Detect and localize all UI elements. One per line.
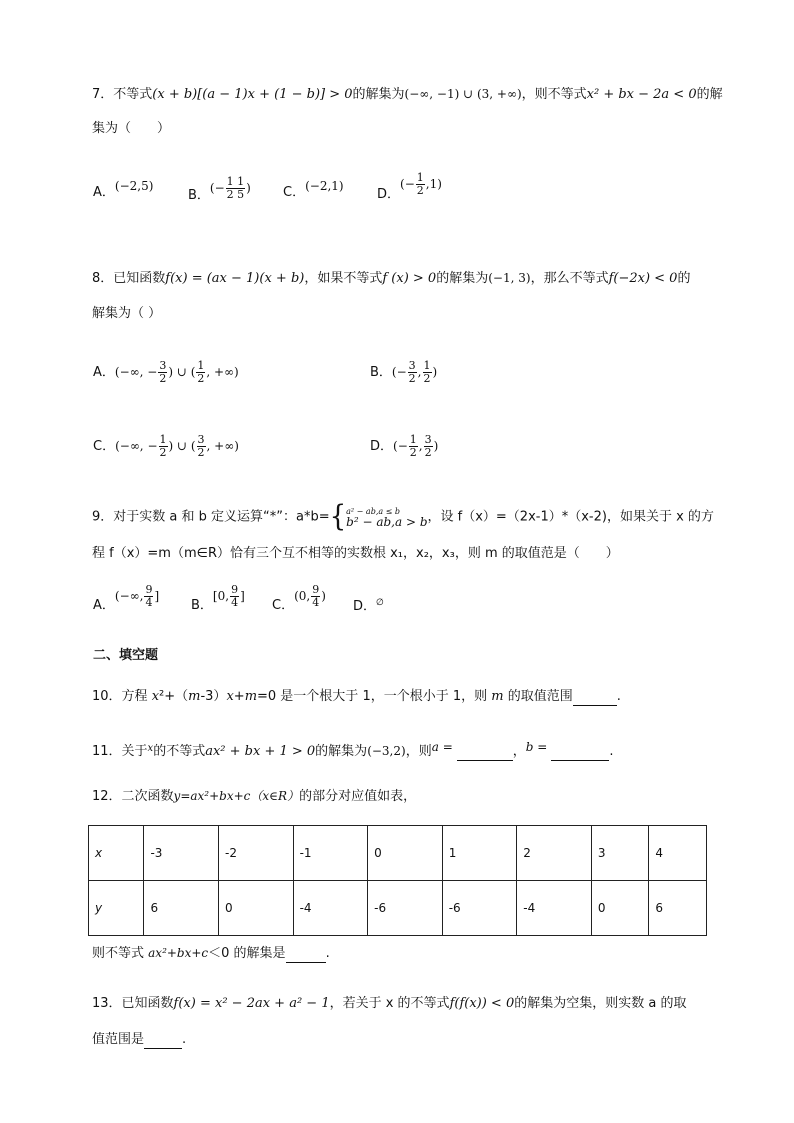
option-label: C． — [283, 185, 306, 200]
table-cell: 6 — [144, 881, 219, 936]
option-label: A． — [93, 598, 115, 613]
answer-blank-b[interactable] — [551, 746, 609, 761]
q8-text: ，那么不等式 — [530, 271, 609, 286]
option-value: (0, — [294, 589, 311, 603]
q9-option-a[interactable] — [93, 583, 160, 613]
table-cell: -4 — [293, 881, 368, 936]
q7-text: 的解 — [696, 87, 723, 102]
section-title: 二、填空题 — [93, 648, 159, 663]
option-value: (−∞, − — [115, 439, 158, 453]
fraction: $\frac{1 1}{2 5}$ — [226, 175, 245, 201]
table-cell: -4 — [517, 881, 592, 936]
q9-text: 9．对于实数 a 和 b 定义运算“*”：a*b= — [92, 509, 330, 525]
option-value: (− — [393, 439, 408, 453]
option-value: ,1) — [425, 177, 442, 191]
fraction: $\frac{3}{2}$ — [424, 433, 432, 459]
q9-option-b[interactable] — [191, 583, 245, 613]
empty-set-symbol: ∅ — [376, 598, 384, 608]
option-value: ) — [321, 589, 326, 603]
q8-text: 8．已知函数 — [92, 271, 166, 286]
option-value: ) ∪ ( — [168, 439, 196, 453]
q8-text: 的解集为 — [436, 271, 489, 286]
option-value: ] — [154, 589, 160, 603]
table-cell: -6 — [442, 881, 517, 936]
q7-math-3: x² + bx − 2a < 0 — [586, 87, 697, 102]
option-label: A． — [93, 185, 115, 200]
answer-blank[interactable] — [573, 691, 617, 706]
table-cell: 3 — [591, 826, 649, 881]
q9-option-c[interactable] — [272, 583, 326, 613]
fraction: $\frac{1}{2}$ — [197, 359, 205, 385]
fraction: $\frac{3}{2}$ — [159, 359, 167, 385]
option-value: (−2,5) — [114, 179, 154, 193]
fraction: $\frac{1}{2}$ — [423, 359, 431, 385]
fraction: $\frac{3}{2}$ — [197, 433, 205, 459]
option-value: ) — [246, 181, 251, 195]
option-label: C． — [272, 598, 295, 613]
table-cell: 6 — [649, 881, 707, 936]
option-value: , — [418, 439, 423, 453]
option-value: , — [417, 365, 422, 379]
fraction: $\frac{9}{4}$ — [312, 583, 320, 609]
q9-option-d[interactable] — [353, 598, 384, 617]
fraction: $\frac{9}{4}$ — [145, 583, 153, 609]
case-1: a² − ab,a ≤ b — [346, 507, 401, 516]
table-cell: y — [89, 881, 144, 936]
option-label: D． — [377, 187, 401, 202]
option-value: (− — [209, 181, 225, 195]
fraction: $\frac{9}{4}$ — [231, 583, 239, 609]
table-cell: -1 — [293, 826, 368, 881]
table-cell: 1 — [442, 826, 517, 881]
table-cell: 0 — [219, 881, 294, 936]
q8-math-1: f(x) = (ax − 1)(x + b) — [165, 271, 305, 286]
fraction: $\frac{1}{2}$ — [416, 171, 424, 197]
option-label: D． — [370, 439, 394, 454]
option-value: (− — [391, 365, 407, 379]
option-value: (− — [400, 177, 415, 191]
fraction: $\frac{3}{2}$ — [408, 359, 416, 385]
q8-text: ，如果不等式 — [304, 271, 383, 286]
answer-blank[interactable] — [144, 1034, 182, 1049]
option-label: B． — [370, 365, 392, 380]
q8-text: 的 — [677, 271, 691, 286]
option-value: (−∞, − — [114, 365, 158, 379]
option-value: (−∞, — [114, 589, 144, 603]
option-value: ) — [432, 365, 438, 379]
answer-blank[interactable] — [286, 948, 326, 963]
table-cell: x — [89, 826, 144, 881]
q7-option-a[interactable] — [93, 179, 154, 202]
q8-option-a[interactable] — [93, 360, 239, 385]
q11-line: 11．关于$^x$的不等式ax² + bx + 1 > 0的解集为(−3,2)，则$^{a =}$ ，$^{b =}$ . — [92, 740, 614, 759]
q10-line: 10．方程 x²+（m-3）x+m=0 是一个根大于 1，一个根小于 1，则 m 的取值范围 . — [92, 689, 621, 704]
table-row-x — [89, 826, 707, 881]
option-label: D． — [353, 599, 377, 614]
option-value: , +∞) — [206, 365, 239, 379]
q9-line2: 程 f（x）=m（m∈R）恰有三个互不相等的实数根 x₁，x₂，x₃，则 m 的取值范是（ ） — [92, 546, 619, 561]
option-label: B． — [191, 598, 213, 613]
case-2: b² − ab,a > b — [346, 515, 428, 529]
answer-blank-a[interactable] — [457, 746, 513, 761]
q9-text: ，设 f（x）=（2x-1）*（x-2)，如果关于 x 的方 — [427, 509, 714, 525]
q8-option-d[interactable] — [370, 434, 438, 459]
option-label: B． — [188, 188, 210, 203]
table-cell: -3 — [144, 826, 219, 881]
q12-after: 则不等式 ax²+bx+c＜0 的解集是 . — [92, 946, 330, 961]
table-cell: 4 — [649, 826, 707, 881]
q7-option-c[interactable] — [283, 179, 344, 202]
q7-option-b[interactable] — [188, 176, 251, 201]
option-value: ) — [433, 439, 439, 453]
q7-line1 — [92, 85, 723, 104]
table-cell: 0 — [591, 881, 649, 936]
option-label: C． — [93, 439, 116, 454]
piecewise-definition: { a² − ab,a ≤ b b² − ab,a > b — [329, 500, 428, 534]
q8-line1 — [92, 269, 690, 288]
q8-math-4: f(−2x) < 0 — [608, 271, 678, 286]
table-row-y — [89, 881, 707, 936]
q8-option-c[interactable] — [93, 434, 239, 459]
fraction: $\frac{1}{2}$ — [409, 433, 417, 459]
table-cell: -6 — [368, 881, 443, 936]
q7-text: ，则不等式 — [521, 87, 587, 102]
q13-line1: 13．已知函数f(x) = x² − 2ax + a² − 1，若关于 x 的不等式f(f(x)) < 0的解集为空集，则实数 a 的取 — [92, 996, 687, 1011]
option-label: A． — [93, 365, 115, 380]
option-value: ) ∪ ( — [168, 365, 196, 379]
q7-line2: 集为（ ） — [92, 121, 171, 136]
q8-line2: 解集为（ ） — [92, 306, 162, 321]
option-value: (−2,1) — [305, 179, 344, 193]
q9-line1 — [92, 500, 714, 534]
option-value: ] — [240, 589, 245, 603]
table-cell: 0 — [368, 826, 443, 881]
q8-option-b[interactable] — [370, 360, 437, 385]
q12-intro: 12．二次函数y=ax²+bx+c（x∈R）的部分对应值如表， — [92, 789, 417, 804]
q7-text: 的解集为 — [352, 87, 405, 102]
fraction: $\frac{1}{2}$ — [159, 433, 167, 459]
table-cell: -2 — [219, 826, 294, 881]
q7-math-1: (x + b)[(a − 1)x + (1 − b)] > 0 — [152, 87, 353, 102]
table-cell: 2 — [517, 826, 592, 881]
option-value: , +∞) — [206, 439, 239, 453]
q7-text: 7．不等式 — [92, 87, 153, 102]
q13-line2: 值范围是 . — [92, 1032, 187, 1047]
q7-option-d[interactable] — [377, 171, 442, 202]
option-value: [0, — [212, 589, 230, 603]
value-table — [88, 825, 707, 936]
q7-math-2: (−∞, −1) ∪ (3, +∞) — [404, 87, 522, 101]
q8-math-2: f (x) > 0 — [382, 271, 437, 286]
q8-math-3: (−1, 3) — [488, 271, 531, 285]
